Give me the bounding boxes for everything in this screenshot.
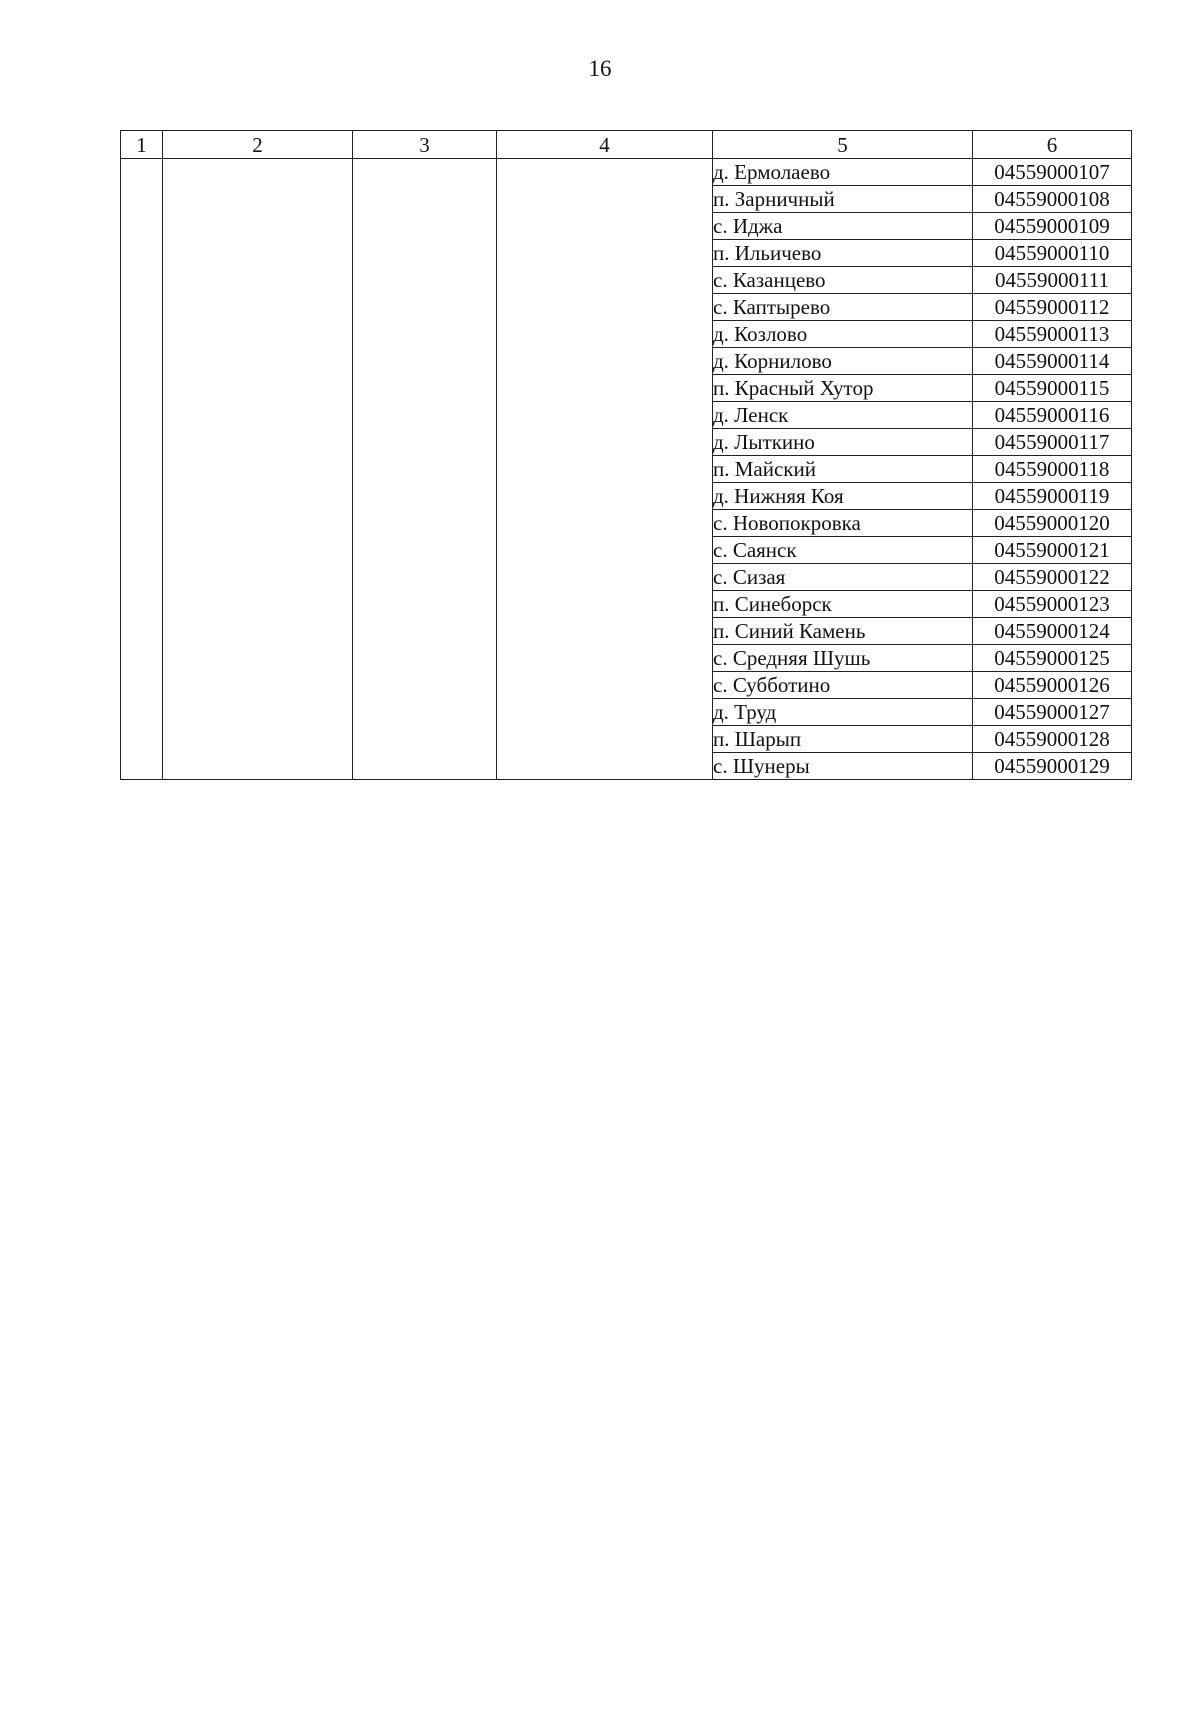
oktmo-code: 04559000116	[973, 402, 1132, 429]
settlement-name: д. Корнилово	[713, 348, 973, 375]
settlement-name: с. Средняя Шушь	[713, 645, 973, 672]
oktmo-code: 04559000117	[973, 429, 1132, 456]
oktmo-code: 04559000113	[973, 321, 1132, 348]
oktmo-code: 04559000109	[973, 213, 1132, 240]
settlement-name: с. Субботино	[713, 672, 973, 699]
settlement-name: с. Саянск	[713, 537, 973, 564]
column-4-cell	[497, 159, 713, 780]
oktmo-code: 04559000122	[973, 564, 1132, 591]
settlement-name: п. Синий Камень	[713, 618, 973, 645]
settlement-name: д. Лыткино	[713, 429, 973, 456]
oktmo-code: 04559000126	[973, 672, 1132, 699]
settlement-name: д. Ермолаево	[713, 159, 973, 186]
column-1-cell	[121, 159, 163, 780]
settlement-name: с. Новопокровка	[713, 510, 973, 537]
page-number: 16	[588, 56, 612, 81]
oktmo-code: 04559000128	[973, 726, 1132, 753]
oktmo-code: 04559000125	[973, 645, 1132, 672]
settlement-name: п. Синеборск	[713, 591, 973, 618]
header-row	[121, 131, 1132, 159]
oktmo-code: 04559000115	[973, 375, 1132, 402]
column-header-4: 4	[497, 131, 713, 159]
settlement-name: с. Казанцево	[713, 267, 973, 294]
table-row	[121, 159, 1132, 186]
column-2-cell	[163, 159, 353, 780]
settlement-name: п. Ильичево	[713, 240, 973, 267]
column-header-1: 1	[121, 131, 163, 159]
oktmo-code: 04559000120	[973, 510, 1132, 537]
oktmo-code: 04559000111	[973, 267, 1132, 294]
oktmo-code: 04559000114	[973, 348, 1132, 375]
settlement-name: с. Каптырево	[713, 294, 973, 321]
settlement-name: с. Иджа	[713, 213, 973, 240]
settlement-name: п. Зарничный	[713, 186, 973, 213]
column-header-6: 6	[973, 131, 1132, 159]
settlement-name: д. Ленск	[713, 402, 973, 429]
column-header-3: 3	[353, 131, 497, 159]
oktmo-code: 04559000118	[973, 456, 1132, 483]
oktmo-code: 04559000121	[973, 537, 1132, 564]
column-header-2: 2	[163, 131, 353, 159]
oktmo-code: 04559000127	[973, 699, 1132, 726]
column-3-cell	[353, 159, 497, 780]
table-body	[121, 159, 1132, 780]
settlement-table	[120, 130, 1132, 780]
oktmo-code: 04559000108	[973, 186, 1132, 213]
settlement-name: с. Сизая	[713, 564, 973, 591]
settlement-name: п. Красный Хутор	[713, 375, 973, 402]
oktmo-code: 04559000110	[973, 240, 1132, 267]
oktmo-code: 04559000107	[973, 159, 1132, 186]
oktmo-code: 04559000119	[973, 483, 1132, 510]
settlement-name: с. Шунеры	[713, 753, 973, 780]
settlement-name: д. Нижняя Коя	[713, 483, 973, 510]
settlement-name: п. Шарып	[713, 726, 973, 753]
oktmo-code: 04559000112	[973, 294, 1132, 321]
oktmo-code: 04559000124	[973, 618, 1132, 645]
settlement-name: п. Майский	[713, 456, 973, 483]
oktmo-code: 04559000129	[973, 753, 1132, 780]
settlement-name: д. Труд	[713, 699, 973, 726]
settlement-name: д. Козлово	[713, 321, 973, 348]
oktmo-code: 04559000123	[973, 591, 1132, 618]
column-header-5: 5	[713, 131, 973, 159]
